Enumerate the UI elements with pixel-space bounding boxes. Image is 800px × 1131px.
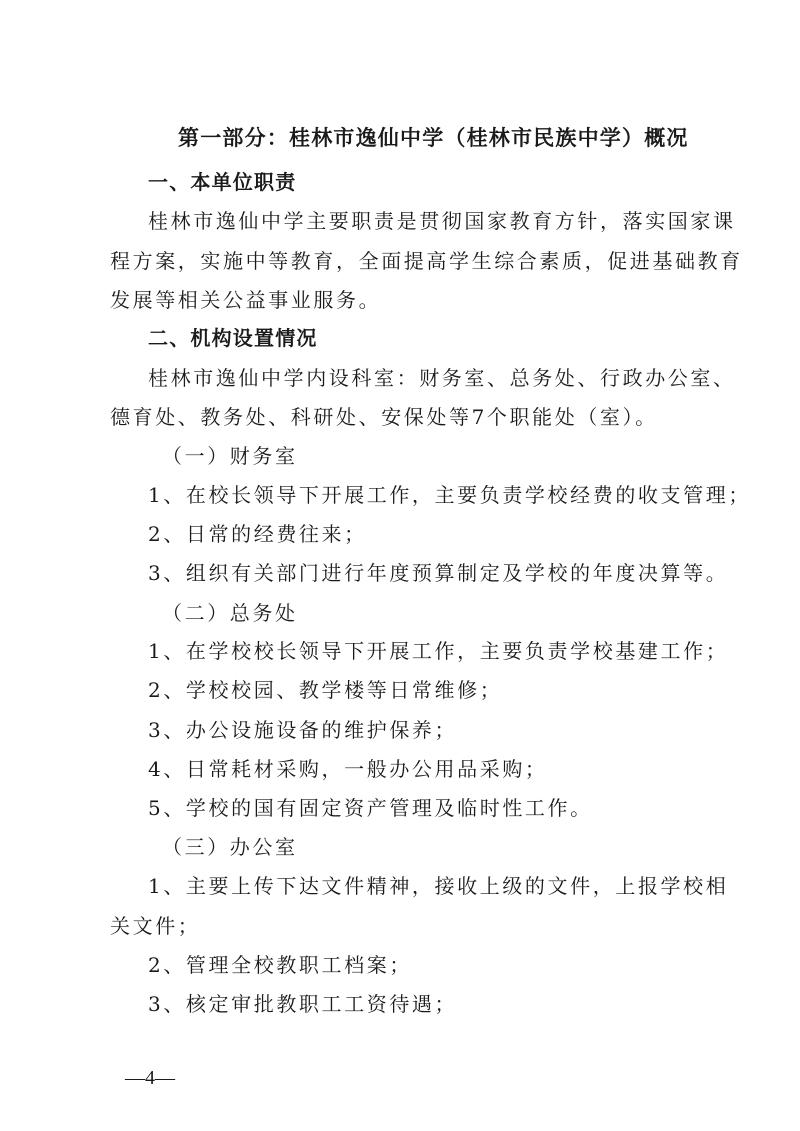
- general-affairs-item-1: 1、在学校校长领导下开展工作，主要负责学校基建工作；: [148, 639, 729, 663]
- office-admin-heading: （三）办公室: [162, 835, 298, 859]
- general-affairs-item-5: 5、学校的国有固定资产管理及临时性工作。: [148, 796, 593, 820]
- structure-line-2: 德育处、教务处、科研处、安保处等7个职能处（室）。: [110, 405, 658, 429]
- duties-line-3: 发展等相关公益事业服务。: [110, 288, 382, 312]
- general-affairs-item-2: 2、学校校园、教学楼等日常维修；: [148, 678, 503, 702]
- section-heading-duties: 一、本单位职责: [148, 170, 297, 194]
- finance-item-1: 1、在校长领导下开展工作，主要负责学校经费的收支管理；: [148, 483, 751, 507]
- finance-item-2: 2、日常的经费往来；: [148, 522, 367, 546]
- structure-line-1: 桂林市逸仙中学内设科室：财务室、总务处、行政办公室、: [148, 366, 736, 390]
- admin-item-1: 1、主要上传下达文件精神，接收上级的文件，上报学校相: [148, 874, 729, 898]
- admin-item-2: 2、管理全校教职工档案；: [148, 953, 412, 977]
- admin-item-3: 3、核定审批教职工工资待遇；: [148, 992, 458, 1016]
- office-general-affairs-heading: （二）总务处: [162, 601, 298, 625]
- general-affairs-item-3: 3、办公设施设备的维护保养；: [148, 718, 458, 742]
- finance-item-3: 3、组织有关部门进行年度预算制定及学校的年度决算等。: [148, 561, 729, 585]
- page-number: —4—: [125, 1067, 175, 1089]
- duties-line-2: 程方案，实施中等教育，全面提高学生综合素质，促进基础教育: [110, 249, 743, 273]
- office-finance-heading: （一）财务室: [162, 444, 298, 468]
- admin-item-1-continued: 关文件；: [110, 914, 201, 938]
- document-title: 第一部分：桂林市逸仙中学（桂林市民族中学）概况: [178, 126, 689, 150]
- section-heading-structure: 二、机构设置情况: [148, 326, 318, 350]
- duties-line-1: 桂林市逸仙中学主要职责是贯彻国家教育方针，落实国家课: [148, 209, 736, 233]
- general-affairs-item-4: 4、日常耗材采购，一般办公用品采购；: [148, 757, 548, 781]
